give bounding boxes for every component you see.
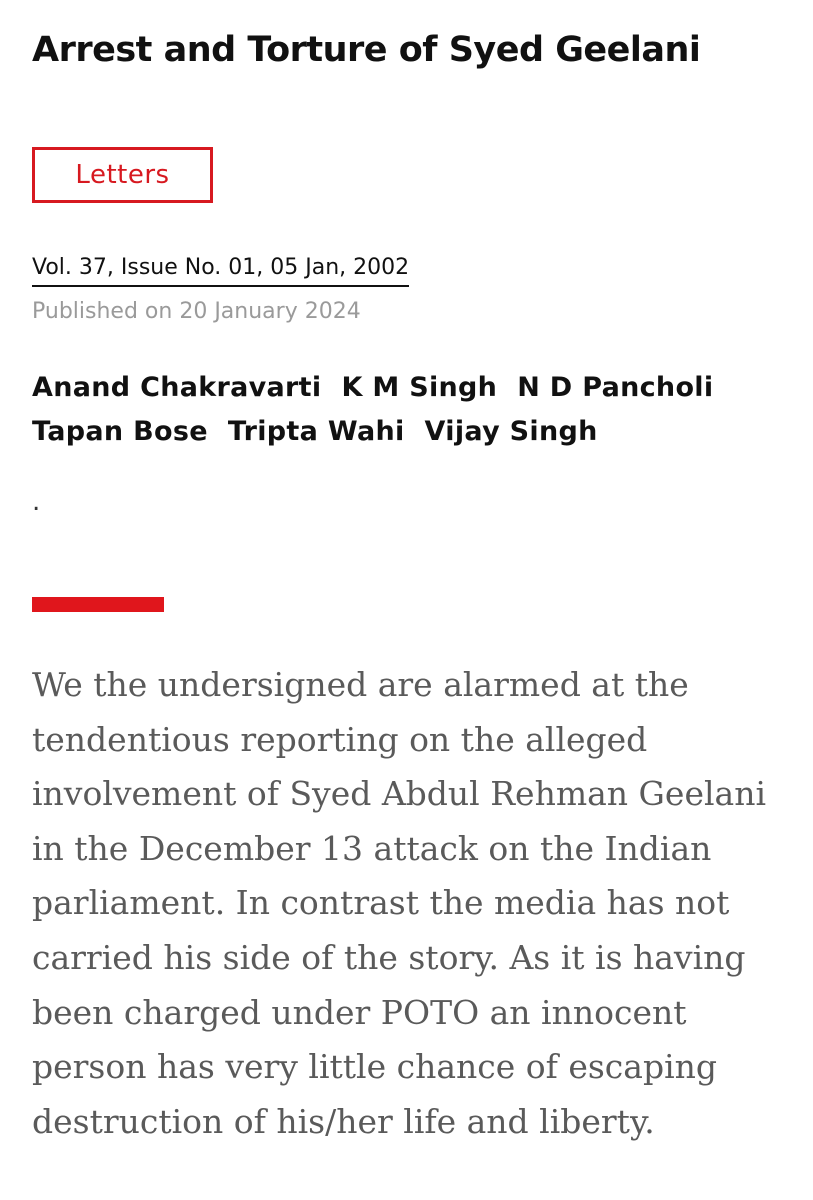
author-link[interactable]: Tripta Wahi <box>227 416 405 447</box>
article-title: Arrest and Torture of Syed Geelani <box>32 30 701 70</box>
author-list <box>32 366 792 454</box>
body-line: person has very little chance of escaping <box>32 1047 718 1087</box>
body-line: involvement of Syed Abdul Rehman Geelani <box>32 774 767 814</box>
section-divider <box>32 597 164 612</box>
author-link[interactable]: K M Singh <box>341 372 498 403</box>
author-link[interactable]: N D Pancholi <box>517 372 714 403</box>
body-line: We the undersigned are alarmed at the <box>32 665 689 704</box>
author-link[interactable]: Anand Chakravarti <box>32 372 322 403</box>
body-line: carried his side of the story. As it is having <box>32 937 746 977</box>
author-row <box>32 410 792 454</box>
published-date <box>32 296 361 328</box>
published-date-value: 20 January 2024 <box>179 299 361 324</box>
author-row <box>32 366 792 410</box>
issue-link[interactable]: Vol. 37, Issue No. 01, 05 Jan, 2002 <box>32 252 409 287</box>
article-abstract: . <box>32 487 41 517</box>
body-line: tendentious reporting on the alleged <box>32 719 648 759</box>
body-line: been charged under POTO an innocent <box>32 992 687 1032</box>
body-line: destruction of his/her life and liberty. <box>32 1101 655 1141</box>
author-link[interactable]: Tapan Bose <box>32 416 208 447</box>
author-link[interactable]: Vijay Singh <box>424 416 598 447</box>
body-line: in the December 13 attack on the Indian <box>32 828 712 868</box>
published-label: Published on <box>32 299 173 324</box>
category-badge-letters[interactable]: Letters <box>32 147 213 203</box>
body-line: parliament. In contrast the media has not <box>32 883 730 923</box>
article-body <box>32 658 792 1149</box>
